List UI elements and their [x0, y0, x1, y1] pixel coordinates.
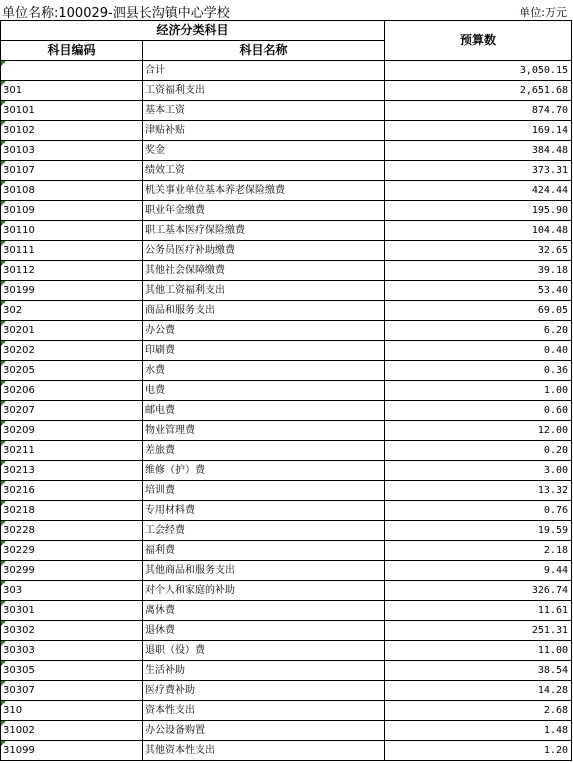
table-row — [1, 181, 572, 201]
row-name: 邮电费 — [143, 401, 385, 421]
row-name: 其他商品和服务支出 — [143, 561, 385, 581]
table-row — [1, 61, 572, 81]
row-name: 商品和服务支出 — [143, 301, 385, 321]
row-code: 30299 — [1, 561, 143, 581]
row-code: 30209 — [1, 421, 143, 441]
row-code: 30108 — [1, 181, 143, 201]
row-code: 30229 — [1, 541, 143, 561]
budget-table — [0, 20, 572, 761]
row-amount: 874.70 — [385, 101, 572, 121]
row-name: 福利费 — [143, 541, 385, 561]
table-row — [1, 441, 572, 461]
row-amount: 14.28 — [385, 681, 572, 701]
row-amount: 2,651.68 — [385, 81, 572, 101]
row-amount: 104.48 — [385, 221, 572, 241]
table-row — [1, 301, 572, 321]
row-name: 职业年金缴费 — [143, 201, 385, 221]
table-row — [1, 661, 572, 681]
row-code: 31099 — [1, 741, 143, 761]
table-row — [1, 561, 572, 581]
row-name: 资本性支出 — [143, 701, 385, 721]
row-name: 工资福利支出 — [143, 81, 385, 101]
table-row — [1, 381, 572, 401]
table-row — [1, 421, 572, 441]
column-header-code: 科目编码 — [1, 41, 143, 61]
table-row — [1, 741, 572, 761]
row-amount: 2.18 — [385, 541, 572, 561]
table-row — [1, 221, 572, 241]
row-code: 30111 — [1, 241, 143, 261]
row-name: 专用材料费 — [143, 501, 385, 521]
row-amount: 424.44 — [385, 181, 572, 201]
group-header: 经济分类科目 — [1, 21, 385, 41]
row-amount: 251.31 — [385, 621, 572, 641]
row-code: 30218 — [1, 501, 143, 521]
table-row — [1, 101, 572, 121]
table-row — [1, 461, 572, 481]
row-amount: 0.40 — [385, 341, 572, 361]
row-code: 302 — [1, 301, 143, 321]
row-name: 工会经费 — [143, 521, 385, 541]
row-code: 30206 — [1, 381, 143, 401]
unit-name: 单位名称:100029-泗县长沟镇中心学校 — [2, 6, 230, 21]
row-amount: 169.14 — [385, 121, 572, 141]
table-row — [1, 721, 572, 741]
unit-label: 单位:万元 — [519, 6, 567, 19]
row-code: 30103 — [1, 141, 143, 161]
row-code: 30207 — [1, 401, 143, 421]
row-name: 医疗费补助 — [143, 681, 385, 701]
row-amount: 0.76 — [385, 501, 572, 521]
table-row — [1, 641, 572, 661]
table-row — [1, 81, 572, 101]
row-amount: 373.31 — [385, 161, 572, 181]
table-row — [1, 501, 572, 521]
row-name: 奖金 — [143, 141, 385, 161]
table-row — [1, 121, 572, 141]
table-row — [1, 161, 572, 181]
row-code: 30101 — [1, 101, 143, 121]
row-name: 合计 — [143, 61, 385, 81]
table-row — [1, 701, 572, 721]
row-code: 30199 — [1, 281, 143, 301]
table-row — [1, 541, 572, 561]
row-amount: 39.18 — [385, 261, 572, 281]
row-name: 水费 — [143, 361, 385, 381]
row-name: 离休费 — [143, 601, 385, 621]
table-row — [1, 321, 572, 341]
row-name: 电费 — [143, 381, 385, 401]
row-code: 30211 — [1, 441, 143, 461]
row-code — [1, 61, 143, 81]
row-amount: 11.00 — [385, 641, 572, 661]
row-name: 对个人和家庭的补助 — [143, 581, 385, 601]
row-code: 30216 — [1, 481, 143, 501]
row-code: 30202 — [1, 341, 143, 361]
table-row — [1, 681, 572, 701]
row-name: 其他工资福利支出 — [143, 281, 385, 301]
table-row — [1, 281, 572, 301]
row-code: 30110 — [1, 221, 143, 241]
row-name: 公务员医疗补助缴费 — [143, 241, 385, 261]
row-code: 30303 — [1, 641, 143, 661]
row-amount: 32.65 — [385, 241, 572, 261]
column-header-amount: 预算数 — [385, 21, 572, 61]
row-amount: 38.54 — [385, 661, 572, 681]
table-row — [1, 241, 572, 261]
row-amount: 9.44 — [385, 561, 572, 581]
row-code: 30102 — [1, 121, 143, 141]
row-amount: 19.59 — [385, 521, 572, 541]
table-row — [1, 341, 572, 361]
row-amount: 1.20 — [385, 741, 572, 761]
row-amount: 53.40 — [385, 281, 572, 301]
row-name: 办公费 — [143, 321, 385, 341]
row-code: 30228 — [1, 521, 143, 541]
row-code: 310 — [1, 701, 143, 721]
table-row — [1, 141, 572, 161]
row-name: 职工基本医疗保险缴费 — [143, 221, 385, 241]
row-name: 退休费 — [143, 621, 385, 641]
row-name: 其他资本性支出 — [143, 741, 385, 761]
row-amount: 2.68 — [385, 701, 572, 721]
row-code: 30112 — [1, 261, 143, 281]
row-code: 30109 — [1, 201, 143, 221]
row-amount: 0.60 — [385, 401, 572, 421]
table-row — [1, 201, 572, 221]
row-code: 30307 — [1, 681, 143, 701]
row-amount: 69.05 — [385, 301, 572, 321]
row-amount: 1.00 — [385, 381, 572, 401]
row-amount: 195.90 — [385, 201, 572, 221]
table-row — [1, 401, 572, 421]
row-name: 生活补助 — [143, 661, 385, 681]
row-amount: 0.36 — [385, 361, 572, 381]
row-name: 办公设备购置 — [143, 721, 385, 741]
table-row — [1, 621, 572, 641]
row-name: 绩效工资 — [143, 161, 385, 181]
row-amount: 0.20 — [385, 441, 572, 461]
row-amount: 3.00 — [385, 461, 572, 481]
row-name: 基本工资 — [143, 101, 385, 121]
table-row — [1, 521, 572, 541]
table-row — [1, 361, 572, 381]
row-code: 303 — [1, 581, 143, 601]
row-code: 30201 — [1, 321, 143, 341]
row-name: 津贴补贴 — [143, 121, 385, 141]
table-body — [1, 61, 572, 761]
row-code: 30302 — [1, 621, 143, 641]
table-row — [1, 481, 572, 501]
row-name: 培训费 — [143, 481, 385, 501]
row-name: 其他社会保障缴费 — [143, 261, 385, 281]
table-row — [1, 581, 572, 601]
row-code: 30107 — [1, 161, 143, 181]
row-code: 30205 — [1, 361, 143, 381]
row-amount: 12.00 — [385, 421, 572, 441]
row-amount: 384.48 — [385, 141, 572, 161]
row-code: 31002 — [1, 721, 143, 741]
row-name: 物业管理费 — [143, 421, 385, 441]
row-amount: 13.32 — [385, 481, 572, 501]
row-amount: 3,050.15 — [385, 61, 572, 81]
table-row — [1, 601, 572, 621]
row-name: 退职（役）费 — [143, 641, 385, 661]
row-amount: 6.20 — [385, 321, 572, 341]
row-name: 印刷费 — [143, 341, 385, 361]
table-row — [1, 261, 572, 281]
row-code: 30213 — [1, 461, 143, 481]
row-name: 差旅费 — [143, 441, 385, 461]
column-header-name: 科目名称 — [143, 41, 385, 61]
row-code: 301 — [1, 81, 143, 101]
row-code: 30305 — [1, 661, 143, 681]
row-code: 30301 — [1, 601, 143, 621]
row-amount: 11.61 — [385, 601, 572, 621]
row-name: 机关事业单位基本养老保险缴费 — [143, 181, 385, 201]
page-header — [0, 0, 573, 20]
row-amount: 1.48 — [385, 721, 572, 741]
row-name: 维修（护）费 — [143, 461, 385, 481]
row-amount: 326.74 — [385, 581, 572, 601]
